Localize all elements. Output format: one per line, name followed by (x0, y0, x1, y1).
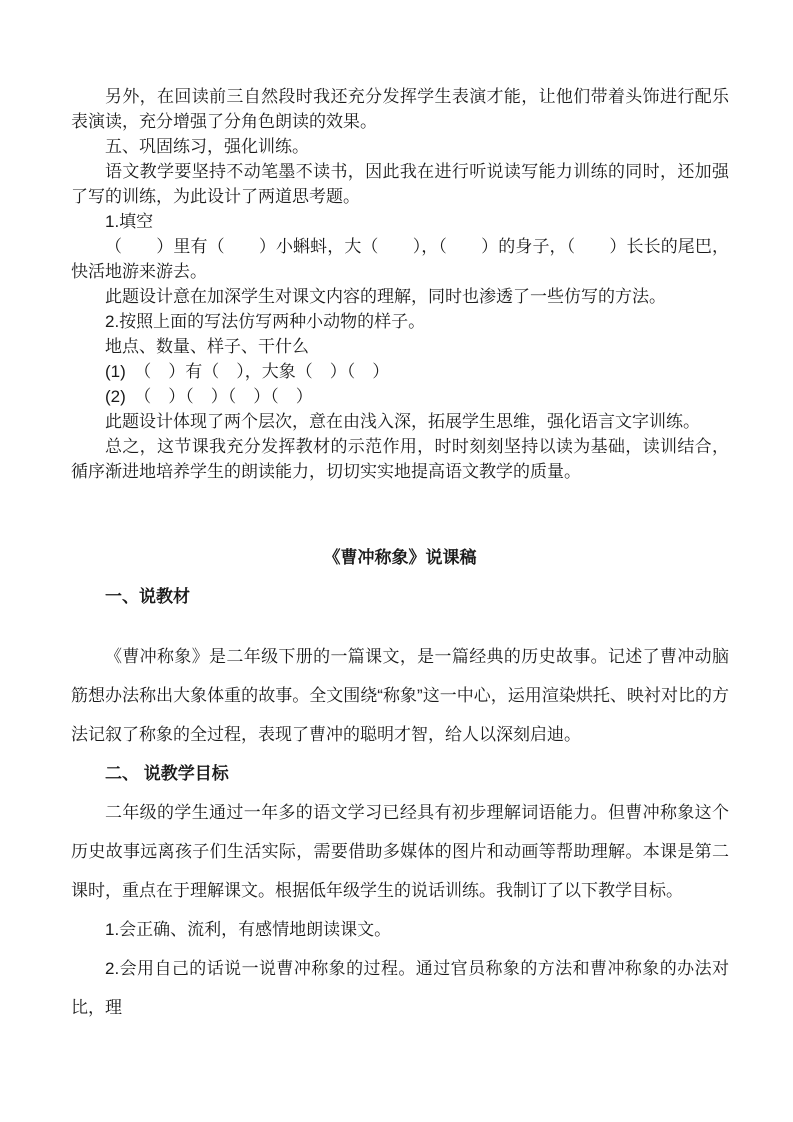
paragraph-teaching-material: 《曹冲称象》是二年级下册的一篇课文，是一篇经典的历史故事。记述了曹冲动脑筋想办法称出大象体重的故事。全文围绕“称象”这一中心，运用渲染烘托、映衬对比的方法记叙了称象的全过程，表现了曹冲的聪明才智，给人以深刻启迪。 (71, 647, 729, 744)
exercise-1-fill-blank-sentence: （ ）里有（ ）小蝌蚪，大（ ），（ ）的身子，（ ）长长的尾巴，快活地游来游去。 (71, 237, 729, 281)
exercise-1-design-intent: 此题设计意在加深学生对课文内容的理解，同时也渗透了一些仿写的方法。 (105, 287, 666, 306)
exercise-2-item-2: (2) （ ）（ ）（ ）（ ） (105, 387, 313, 406)
exercise-2-design-intent: 此题设计体现了两个层次，意在由浅入深，拓展学生思维，强化语言文字训练。 (105, 412, 700, 431)
lesson-reflection-section (71, 84, 729, 484)
document-title: 《曹冲称象》说课稿 (323, 548, 477, 567)
exercise-1-fill-blank-label: 1.填空 (105, 212, 154, 231)
heading-teaching-material: 一、说教材 (105, 587, 190, 606)
lecture-notes-section (71, 538, 729, 1027)
exercise-2-item-1: (1) （ ）有（ ），大象（ ）（ ） (105, 362, 390, 381)
exercise-2-imitate-writing-label: 2.按照上面的写法仿写两种小动物的样子。 (105, 312, 426, 331)
paragraph-student-analysis: 二年级的学生通过一年多的语文学习已经具有初步理解词语能力。但曹冲称象这个历史故事远离孩子们生活实际，需要借助多媒体的图片和动画等帮助理解。本课是第二课时，重点在于理解课文。根据低年级学生的说话训练。我制订了以下教学目标。 (71, 803, 729, 900)
teaching-goal-1: 1.会正确、流利，有感情地朗读课文。 (105, 920, 392, 939)
exercise-2-hint-words: 地点、数量、样子、干什么 (105, 337, 309, 356)
teaching-goal-2: 2.会用自己的话说一说曹冲称象的过程。通过官员称象的方法和曹冲称象的办法对比，理 (71, 959, 729, 1017)
paragraph-performance-reading: 另外，在回读前三自然段时我还充分发挥学生表演才能，让他们带着头饰进行配乐表演读，充分增强了分角色朗读的效果。 (71, 87, 729, 131)
paragraph-writing-training: 语文教学要坚持不动笔墨不读书，因此我在进行听说读写能力训练的同时，还加强了写的训练，为此设计了两道思考题。 (71, 162, 729, 206)
heading-consolidation-practice: 五、巩固练习，强化训练。 (105, 137, 309, 156)
heading-teaching-goals: 二、 说教学目标 (105, 764, 229, 783)
paragraph-summary: 总之，这节课我充分发挥教材的示范作用，时时刻刻坚持以读为基础，读训结合，循序渐进地培养学生的朗读能力，切切实实地提高语文教学的质量。 (71, 437, 729, 481)
